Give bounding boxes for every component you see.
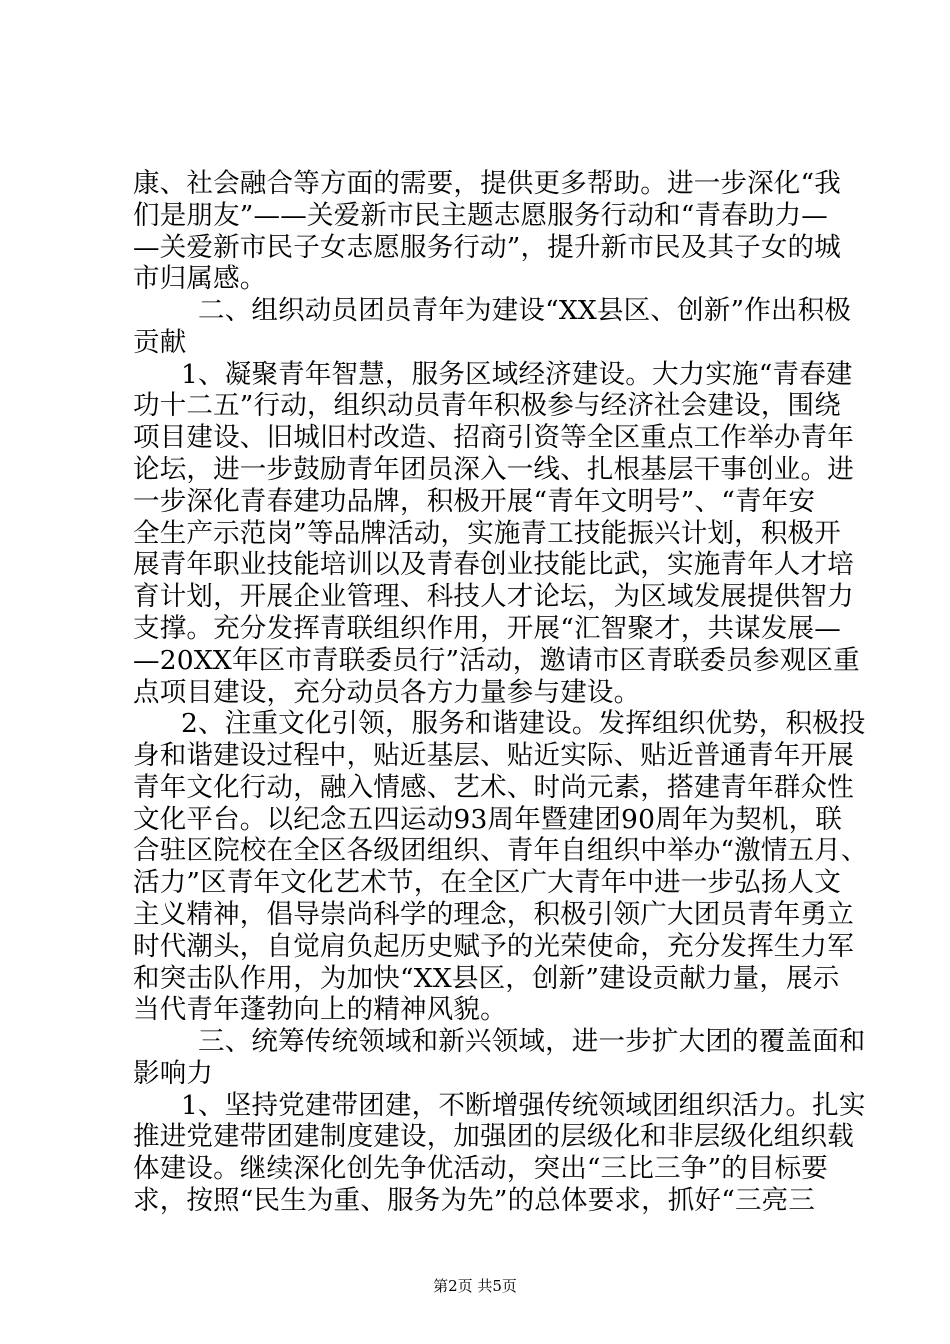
text-line: 康、社会融合等方面的需要，提供更多帮助。进一步深化“我 [133,168,841,199]
page-footer [0,1276,950,1296]
section-heading: 贡献 [133,327,187,358]
text-line: 展青年职业技能培训以及青春创业技能比武，实施青年人才培 [133,549,854,580]
text-line: 们是朋友”——关爱新市民主题志愿服务行动和“青春助力— [133,200,828,231]
text-line: 项目建设、旧城旧村改造、招商引资等全区重点工作举办青年 [133,422,854,453]
text-line: 支撑。充分发挥青联组织作用，开展“汇智聚才，共谋发展— [133,613,841,644]
section-heading: 二、组织动员团员青年为建设“XX县区、创新”作出积极 [198,295,852,326]
subsection-heading: 1、凝聚青年智慧，服务区域经济建设。大力实施“青春建 [181,359,853,390]
text-line: 育计划，开展企业管理、科技人才论坛，为区域发展提供智力 [133,581,854,612]
section-heading: 三、统筹传统领域和新兴领域，进一步扩大团的覆盖面和 [198,1026,866,1057]
text-line: 全生产示范岗”等品牌活动，实施青工技能振兴计划，积极开 [133,518,841,549]
text-line: 点项目建设，充分动员各方力量参与建设。 [133,677,641,708]
text-line: 一步深化青春建功品牌，积极开展“青年文明号”、“青年安 [133,486,816,517]
text-line: 和突击队作用，为加快“XX县区，创新”建设贡献力量，展示 [133,963,840,994]
page-number: 第2页 共5页 [433,1277,517,1295]
text-line: 体建设。继续深化创先争优活动，突出“三比三争”的目标要 [133,1153,828,1184]
text-line: 论坛，进一步鼓励青年团员深入一线、扎根基层干事创业。进 [133,454,854,485]
text-line: 功十二五”行动，组织动员青年积极参与经济社会建设，围绕 [133,390,841,421]
subsection-heading: 2、注重文化引领，服务和谐建设。发挥组织优势，积极投 [181,708,866,739]
section-heading: 影响力 [133,1058,214,1089]
subsection-heading: 1、坚持党建带团建，不断增强传统领域团组织活力。扎实 [181,1090,866,1121]
text-line: 市归属感。 [133,263,267,294]
text-line: —20XX年区市青联委员行”活动，邀请市区青联委员参观区重 [133,645,860,676]
text-line: —关爱新市民子女志愿服务行动”，提升新市民及其子女的城 [133,232,841,263]
text-line: 推进党建带团建制度建设，加强团的层级化和非层级化组织载 [133,1121,854,1152]
text-line: 活力”区青年文化艺术节，在全区广大青年中进一步弘扬人文 [133,867,841,898]
text-line: 主义精神，倡导崇尚科学的理念，积极引领广大团员青年勇立 [133,899,854,930]
text-line: 时代潮头，自觉肩负起历史赋予的光荣使命，充分发挥生力军 [133,931,854,962]
text-line: 求，按照“民生为重、服务为先”的总体要求，抓好“三亮三 [133,1185,816,1216]
text-line: 身和谐建设过程中，贴近基层、贴近实际、贴近普通青年开展 [133,740,854,771]
text-line: 青年文化行动，融入情感、艺术、时尚元素，搭建青年群众性 [133,772,854,803]
text-line: 文化平台。以纪念五四运动93周年暨建团90周年为契机，联 [133,804,843,835]
text-line: 当代青年蓬勃向上的精神风貌。 [133,994,507,1025]
text-line: 合驻区院校在全区各级团组织、青年自组织中举办“激情五月、 [133,835,868,866]
